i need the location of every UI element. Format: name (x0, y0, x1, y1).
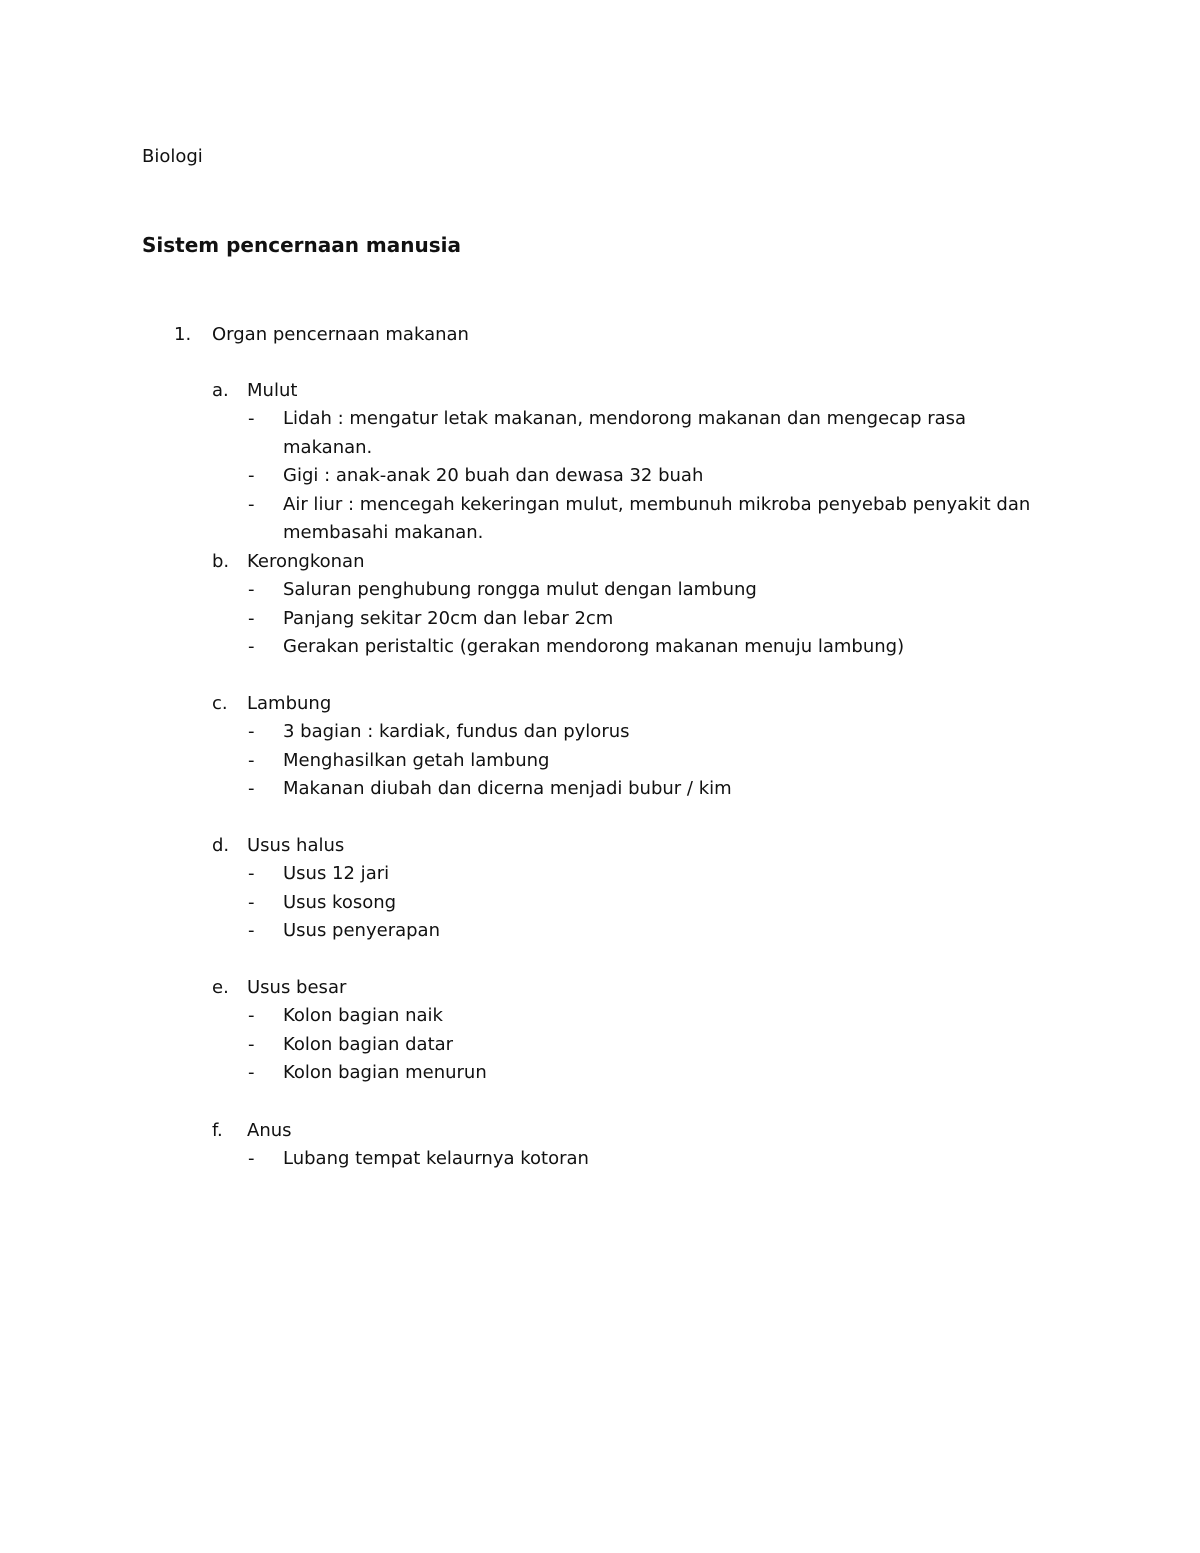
bullet-text: Usus penyerapan (283, 920, 440, 941)
bullet-text: Kolon bagian menurun (283, 1062, 487, 1083)
section-lambung (0, 690, 1200, 804)
section-anus (0, 1117, 1200, 1174)
dash-marker: - (248, 778, 255, 799)
numbered-item-text: Organ pencernaan makanan (212, 324, 469, 345)
bullet-list (0, 405, 1200, 548)
section-title: Anus (247, 1120, 292, 1141)
bullet-text: Usus 12 jari (283, 863, 390, 884)
bullet-item (0, 889, 1200, 918)
bullet-item (0, 860, 1200, 889)
section-title: Usus halus (247, 835, 345, 856)
section-letter: e. (212, 977, 229, 998)
bullet-list (0, 576, 1200, 662)
dash-marker: - (248, 636, 255, 657)
section-mulut (0, 377, 1200, 548)
section-heading (0, 832, 1200, 860)
dash-marker: - (248, 465, 255, 486)
bullet-text: Gerakan peristaltic (gerakan mendorong makanan menuju lambung) (283, 636, 905, 657)
dash-marker: - (248, 721, 255, 742)
bullet-text: Lidah : mengatur letak makanan, mendorong makanan dan mengecap rasa makanan. (283, 408, 967, 458)
bullet-text: Panjang sekitar 20cm dan lebar 2cm (283, 607, 614, 629)
bullet-item (0, 1002, 1200, 1031)
section-letter: d. (212, 835, 230, 856)
numbered-list-item (0, 320, 1200, 350)
bullet-text: Usus kosong (283, 891, 397, 913)
bullet-item (0, 491, 1200, 548)
dash-marker: - (248, 1033, 255, 1055)
section-letter: a. (212, 380, 229, 401)
bullet-text: Makanan diubah dan dicerna menjadi bubur / kim (283, 778, 732, 799)
bullet-list (0, 1145, 1200, 1174)
document-subject: Biologi (142, 146, 203, 167)
dash-marker: - (248, 1062, 255, 1083)
bullet-text: Air liur : mencegah kekeringan mulut, membunuh mikroba penyebab penyakit dan membasahi makanan. (283, 493, 1031, 543)
bullet-text: Kolon bagian naik (283, 1005, 443, 1026)
bullet-item (0, 775, 1200, 804)
dash-marker: - (248, 408, 255, 429)
bullet-item (0, 576, 1200, 605)
dash-marker: - (248, 891, 255, 913)
section-heading (0, 1117, 1200, 1145)
section-usus-besar (0, 974, 1200, 1088)
section-title: Kerongkonan (247, 551, 365, 572)
bullet-text: Lubang tempat kelaurnya kotoran (283, 1148, 589, 1169)
bullet-text: Kolon bagian datar (283, 1033, 454, 1055)
bullet-item (0, 917, 1200, 946)
section-title: Usus besar (247, 977, 347, 998)
bullet-item (0, 462, 1200, 491)
bullet-item (0, 1031, 1200, 1060)
document-title: Sistem pencernaan manusia (142, 233, 461, 257)
bullet-item (0, 633, 1200, 662)
bullet-list (0, 718, 1200, 804)
bullet-item (0, 1145, 1200, 1174)
section-heading (0, 690, 1200, 718)
dash-marker: - (248, 749, 255, 771)
bullet-item (0, 1059, 1200, 1088)
section-title: Lambung (247, 693, 332, 714)
dash-marker: - (248, 1005, 255, 1026)
section-title: Mulut (247, 380, 298, 401)
bullet-list (0, 1002, 1200, 1088)
section-letter: f. (212, 1120, 223, 1141)
dash-marker: - (248, 920, 255, 941)
section-letter: c. (212, 693, 228, 714)
bullet-item (0, 405, 1200, 462)
bullet-text: Menghasilkan getah lambung (283, 749, 550, 771)
dash-marker: - (248, 863, 255, 884)
list-number: 1. (174, 324, 192, 345)
dash-marker: - (248, 607, 255, 629)
bullet-item (0, 747, 1200, 776)
numbered-item-line (0, 320, 1200, 350)
bullet-text: Gigi : anak-anak 20 buah dan dewasa 32 buah (283, 465, 704, 486)
bullet-item (0, 718, 1200, 747)
bullet-item (0, 605, 1200, 634)
section-heading (0, 377, 1200, 405)
section-heading (0, 974, 1200, 1002)
section-heading (0, 548, 1200, 576)
section-kerongkonan (0, 548, 1200, 662)
dash-marker: - (248, 493, 255, 515)
section-letter: b. (212, 551, 230, 572)
bullet-text: Saluran penghubung rongga mulut dengan lambung (283, 579, 757, 600)
section-usus-halus (0, 832, 1200, 946)
bullet-text: 3 bagian : kardiak, fundus dan pylorus (283, 721, 630, 742)
dash-marker: - (248, 579, 255, 600)
bullet-list (0, 860, 1200, 946)
dash-marker: - (248, 1148, 255, 1169)
